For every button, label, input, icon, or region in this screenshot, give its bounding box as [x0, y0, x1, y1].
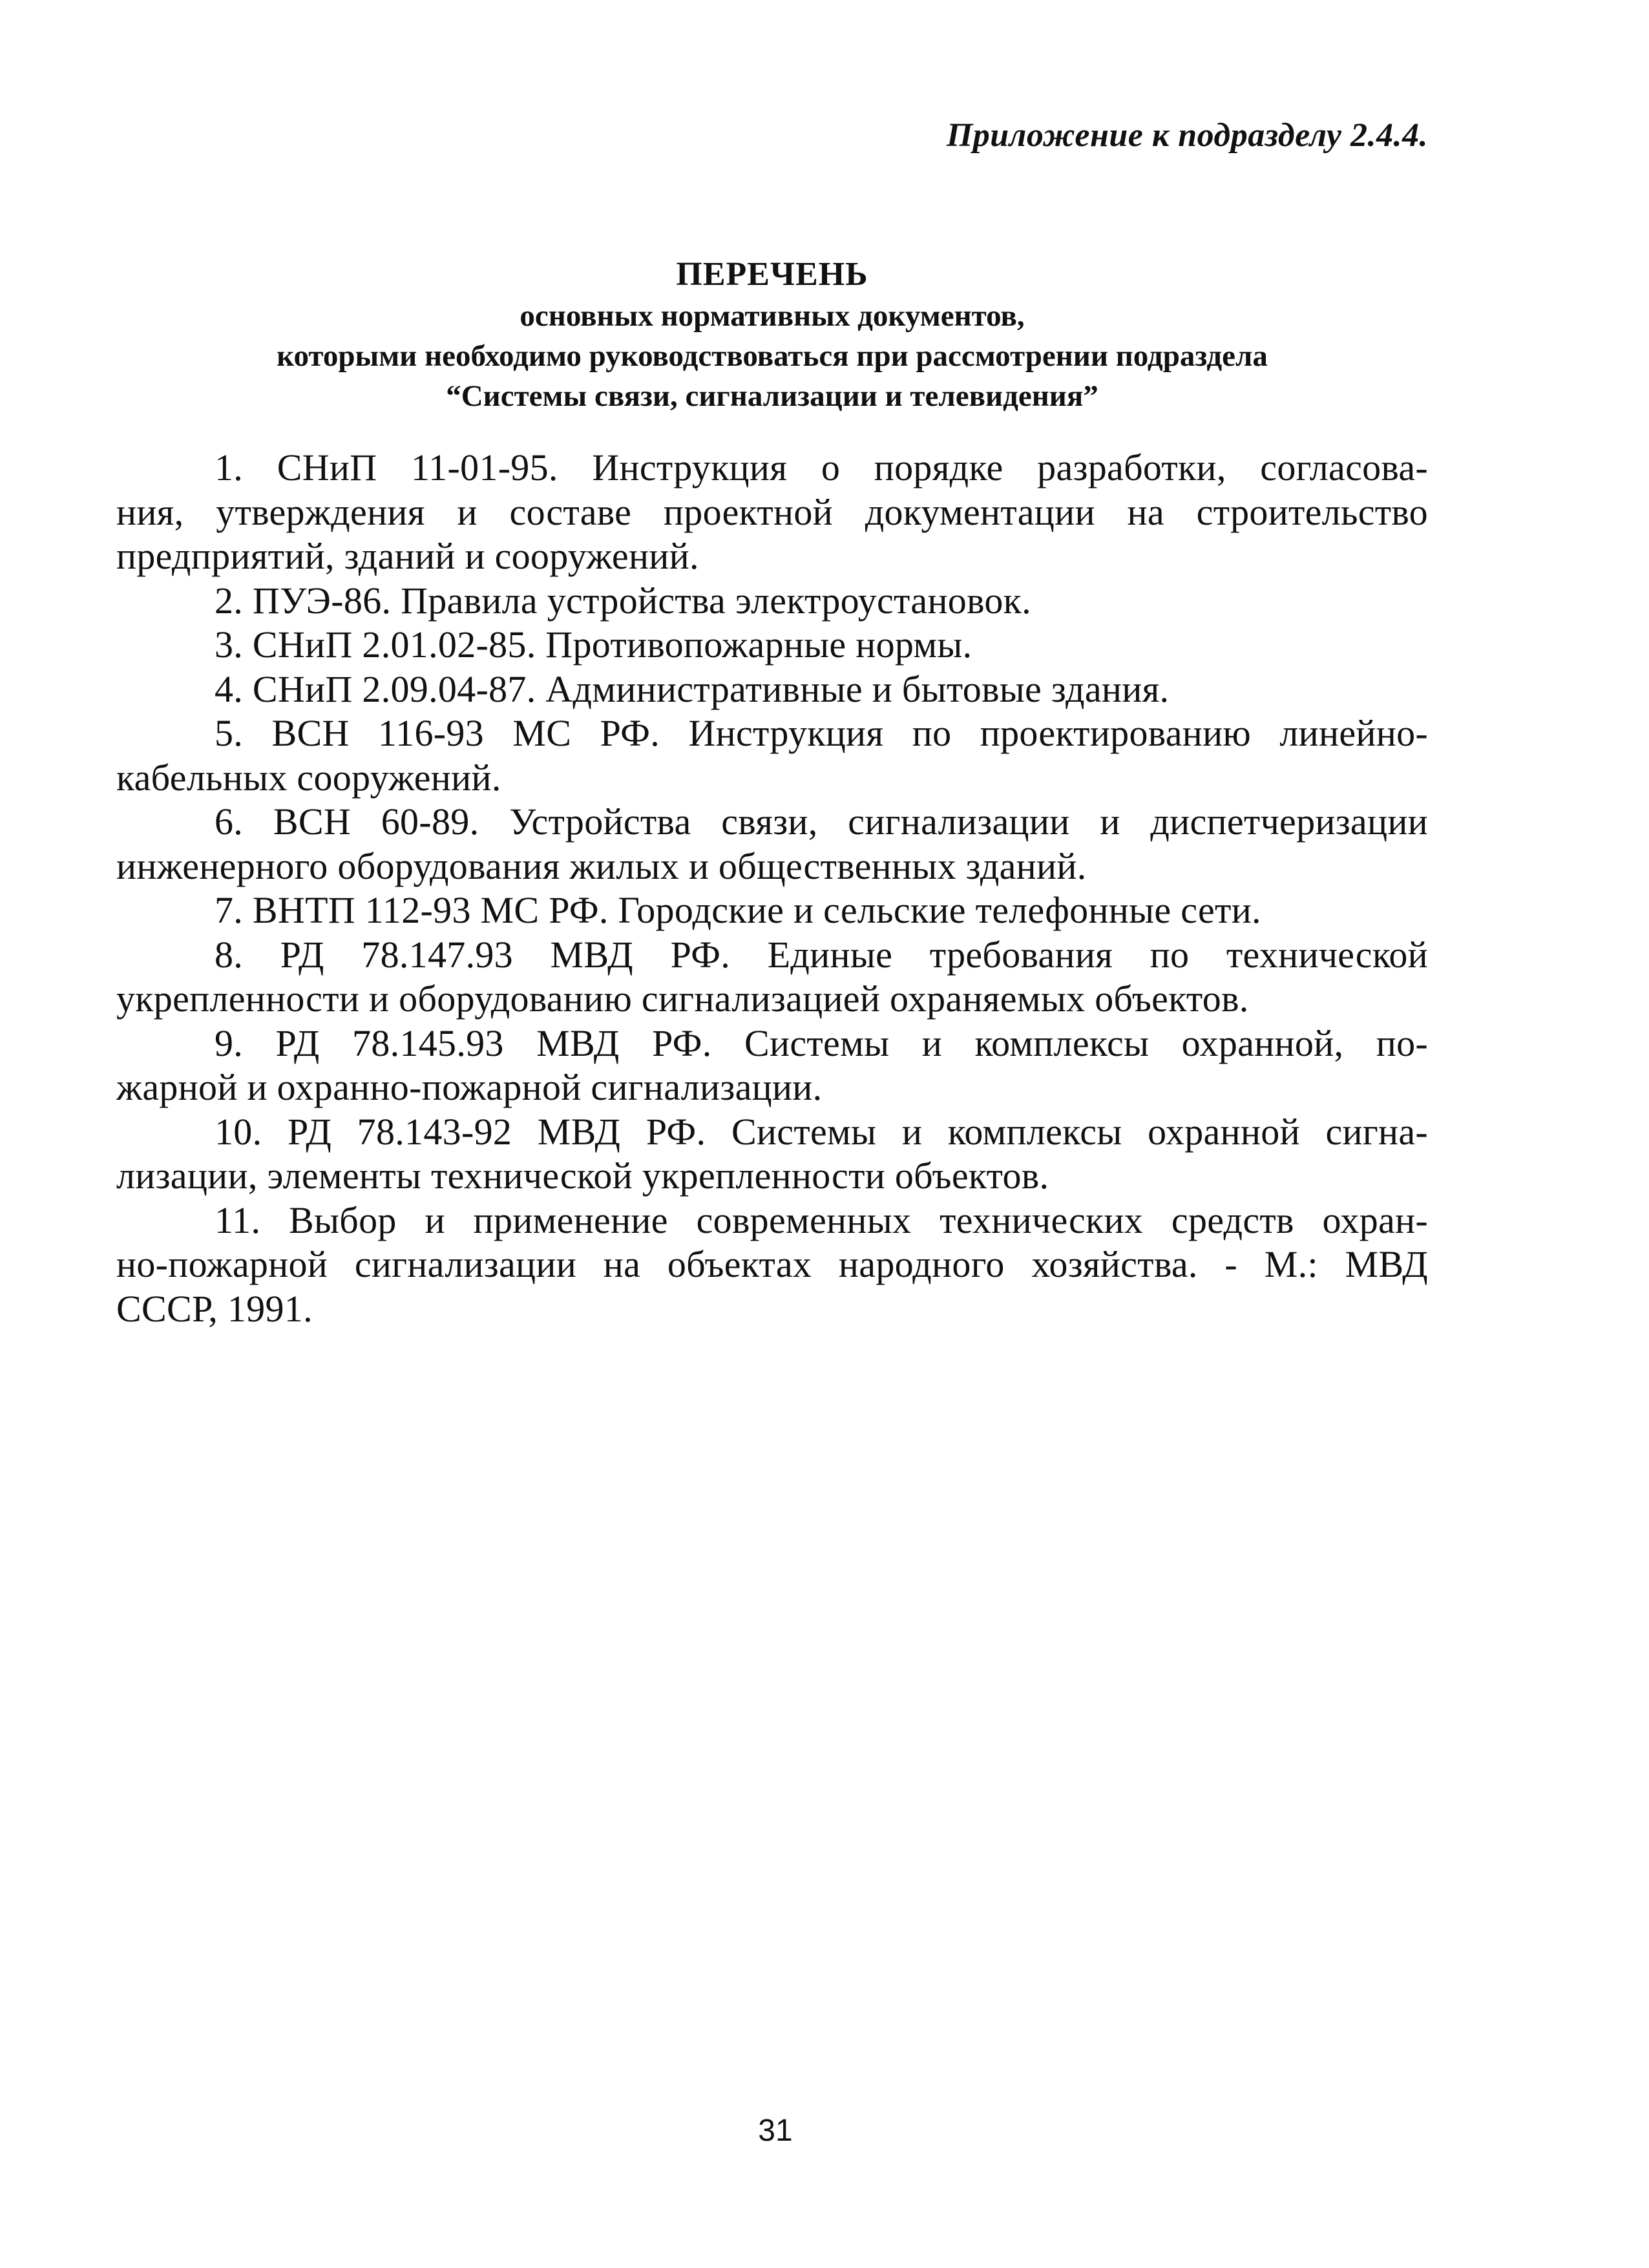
page-number: 31 [758, 2114, 793, 2148]
list-item-line: укрепленности и оборудованию сигнализацией охраняемых объектов. [116, 978, 1249, 1020]
list-item-line: 10. РД 78.143-92 МВД РФ. Системы и комплексы охранной сигна- [215, 1110, 1428, 1153]
heading-line: “Системы связи, сигнализации и телевидения” [446, 379, 1098, 413]
list-item-line: 9. РД 78.145.93 МВД РФ. Системы и комплексы охранной, по- [215, 1022, 1428, 1064]
list-item [116, 933, 1428, 1022]
list-item-line: лизации, элементы технической укрепленности объектов. [116, 1155, 1049, 1197]
list-item-line: СССР, 1991. [116, 1287, 313, 1330]
list-item-line: 8. РД 78.147.93 МВД РФ. Единые требования по технической [215, 933, 1428, 976]
list-item [116, 1022, 1428, 1110]
list-item [116, 1110, 1428, 1199]
list-item-line: 11. Выбор и применение современных технических средств охран- [215, 1199, 1428, 1241]
list-item-line: 4. СНиП 2.09.04-87. Административные и бытовые здания. [215, 667, 1170, 710]
list-item [116, 800, 1428, 888]
list-item [116, 579, 1428, 624]
list-item [116, 667, 1428, 712]
list-item-line: 6. ВСН 60-89. Устройства связи, сигнализации и диспетчеризации [215, 801, 1428, 843]
list-item [116, 711, 1428, 800]
list-item-line: жарной и охранно-пожарной сигнализации. [116, 1066, 823, 1108]
list-item-line: предприятий, зданий и сооружений. [116, 535, 699, 577]
appendix-note: Приложение к подразделу 2.4.4. [946, 117, 1428, 154]
heading-line: которыми необходимо руководствоваться при рассмотрении подраздела [277, 339, 1268, 373]
list-item-line: 2. ПУЭ-86. Правила устройства электроустановок. [215, 579, 1031, 622]
list-item [116, 446, 1428, 579]
list-item-line: но-пожарной сигнализации на объектах народного хозяйства. - М.: МВД [116, 1243, 1428, 1285]
list-item [116, 1199, 1428, 1332]
document-list [116, 446, 1428, 1331]
list-item-line: 3. СНиП 2.01.02-85. Противопожарные нормы. [215, 624, 972, 666]
heading-line: основных нормативных документов, [520, 299, 1025, 333]
list-item-line: инженерного оборудования жилых и общественных зданий. [116, 845, 1087, 887]
heading-title: ПЕРЕЧЕНЬ [676, 256, 868, 293]
list-item-line: 5. ВСН 116-93 МС РФ. Инструкция по проектированию линейно- [215, 712, 1428, 754]
list-item-line: ния, утверждения и составе проектной документации на строительство [116, 490, 1428, 533]
list-item [116, 888, 1428, 933]
list-item-line: 7. ВНТП 112-93 МС РФ. Городские и сельские телефонные сети. [215, 889, 1261, 931]
list-item-line: 1. СНиП 11-01-95. Инструкция о порядке разработки, согласова- [215, 446, 1428, 488]
list-item [116, 623, 1428, 667]
list-item-line: кабельных сооружений. [116, 756, 501, 799]
heading [116, 253, 1428, 416]
